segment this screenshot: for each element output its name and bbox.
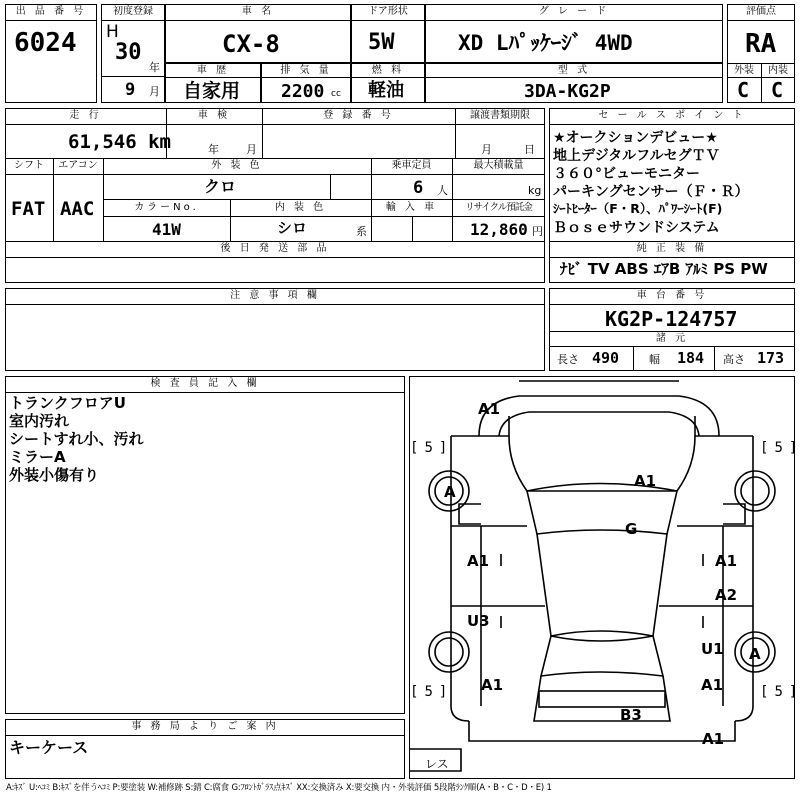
equipment-label: 純 正 装 備 <box>636 243 708 254</box>
shift: FAT <box>11 198 46 220</box>
history-label: 車 歴 <box>196 65 230 76</box>
inspection-month-unit: 月 <box>246 143 257 156</box>
max-load-label: 最大積載量 <box>473 160 524 171</box>
displacement: 2200 <box>281 81 325 102</box>
width-label: 幅 <box>649 353 660 366</box>
recycle-fee: 12,860 <box>470 220 528 239</box>
color-no-label: カラーNo. <box>134 202 199 213</box>
door-type: 5W <box>368 30 395 55</box>
int-color-unit: 系 <box>356 225 367 238</box>
model-code-label: 型 式 <box>557 65 591 76</box>
car-name: CX-8 <box>222 30 280 58</box>
model-code: 3DA-KG2P <box>524 81 611 102</box>
mark-left-rear-quarter: A1 <box>481 676 504 694</box>
width: 184 <box>677 349 705 367</box>
transfer-deadline-label: 譲渡書類期限 <box>470 110 530 121</box>
sales-point-5: ｼｰﾄﾋｰﾀｰ（F・R）、ﾊﾟﾜｰｼｰﾄ(F) <box>553 201 723 216</box>
transfer-day-unit: 日 <box>524 143 535 156</box>
mark-right-rear-quarter: A1 <box>701 676 724 694</box>
ac-label: エアコン <box>58 160 98 171</box>
ac: AAC <box>60 198 95 220</box>
recycle-unit: 円 <box>532 225 543 238</box>
reg-month: 9 <box>125 80 136 100</box>
mark-hood: A1 <box>634 472 657 490</box>
ext-color: クロ <box>204 177 237 196</box>
lot-number: 6024 <box>14 28 77 58</box>
caution-label: 注 意 事 項 欄 <box>230 290 320 301</box>
grade-label: グ レ ー ド <box>538 6 610 17</box>
later-parts-label: 後 日 発 送 部 品 <box>220 243 330 254</box>
equipment: ﾅﾋﾞ TV ABS ｴｱB ｱﾙﾐ PS PW <box>560 260 768 278</box>
mileage-label: 走 行 <box>69 110 102 121</box>
rating-label: 評価点 <box>746 6 776 17</box>
sales-point-1: ★オークションデビュー★ <box>553 130 718 146</box>
inspector-note-4: ミラーA <box>9 448 66 466</box>
rating: RA <box>745 29 777 59</box>
car-name-label: 車 名 <box>241 6 275 17</box>
capacity: 6 <box>413 178 424 198</box>
sales-point-2: 地上デジタルフルセグＴＶ <box>553 148 720 164</box>
exterior-label: 外装 <box>734 65 754 76</box>
office-label: 事 務 局 よ り ご 案 内 <box>131 721 279 732</box>
inspection-label: 車 検 <box>197 110 231 121</box>
inspector-note-5: 外装小傷有り <box>9 466 100 484</box>
mark-right-rear-wheel: A <box>749 645 761 663</box>
color-no: 41W <box>152 220 181 239</box>
reg-year: 30 <box>115 40 142 65</box>
car-diagram <box>409 376 798 779</box>
inspector-label: 検 査 員 記 入 欄 <box>150 378 260 389</box>
inspector-note-1: トランクフロアU <box>9 394 126 412</box>
grade: XD Lﾊﾟｯｹｰｼﾞ 4WD <box>458 31 633 55</box>
chassis-label: 車 台 番 号 <box>636 290 708 301</box>
mark-left-front-wheel: A <box>444 483 456 501</box>
office-note: キーケース <box>9 738 89 757</box>
reg-number-label: 登 録 番 号 <box>323 110 394 121</box>
mark-trunk: B3 <box>620 706 642 724</box>
transfer-month-unit: 月 <box>481 143 492 156</box>
fuel-label: 燃 料 <box>371 65 405 76</box>
inspector-note-2: 室内汚れ <box>9 412 70 430</box>
sales-point-6: Ｂｏｓｅサウンドシステム <box>553 220 720 236</box>
height: 173 <box>757 349 785 367</box>
interior-grade: C <box>771 78 784 102</box>
shift-label: シフト <box>14 160 44 171</box>
sales-point-4: パーキングセンサー（Ｆ・Ｒ） <box>553 184 749 200</box>
ext-color-label: 外 装 色 <box>211 160 263 171</box>
mark-right-rear-fender: U1 <box>701 640 724 658</box>
max-load-unit: kg <box>528 184 542 197</box>
reg-month-unit: 月 <box>149 85 160 98</box>
mark-windshield: G <box>625 520 638 538</box>
reg-year-unit: 年 <box>149 61 160 74</box>
length-label: 長さ <box>557 353 579 366</box>
height-label: 高さ <box>723 353 745 366</box>
exterior-grade: C <box>737 78 750 102</box>
int-color: シロ <box>277 219 308 237</box>
length: 490 <box>592 349 620 367</box>
mark-rear-bumper: A1 <box>702 730 725 748</box>
tire-count-front-left: [ 5 ] <box>410 440 448 456</box>
inspection-year-unit: 年 <box>208 143 219 156</box>
import-label: 輸 入 車 <box>385 202 438 213</box>
mark-right-front-door: A1 <box>715 552 738 570</box>
int-color-label: 内 装 色 <box>274 202 327 213</box>
mark-front-bumper: A1 <box>478 400 501 418</box>
mark-left-rear-door: U3 <box>467 612 490 630</box>
displacement-label: 排 気 量 <box>280 65 332 76</box>
tire-count-rear-right: [ 5 ] <box>760 684 798 700</box>
chassis-number: KG2P-124757 <box>605 307 738 331</box>
capacity-unit: 人 <box>437 184 448 197</box>
lot-number-label: 出 品 番 号 <box>15 6 87 17</box>
era: H <box>106 22 119 42</box>
legend: A:ｷｽﾞ U:ﾍｺﾐ B:ｷｽﾞを伴うﾍｺﾐ P:要塗装 W:補修跡 S:錆 C:腐食 G:ﾌﾛﾝﾄｶﾞﾗｽ点ｷｽﾞ XX:交換済み X:要交換 内・外装評価 5段階ﾗﾝｸ順(A・B・C・D・E) 1 <box>6 783 552 793</box>
inspector-note-3: シートすれ小、汚れ <box>9 430 144 448</box>
history: 自家用 <box>183 80 241 102</box>
mark-right-rear-door: A2 <box>715 586 738 604</box>
mileage: 61,546 km <box>68 131 171 153</box>
interior-label: 内装 <box>768 65 788 76</box>
mark-left-front-door: A1 <box>467 552 490 570</box>
fuel: 軽油 <box>368 80 404 101</box>
sales-points-label: セ ー ル ス ポ イ ン ト <box>598 110 746 121</box>
first-reg-label: 初度登録 <box>113 6 153 17</box>
recycle-label: リサイクル預託金 <box>465 202 532 213</box>
capacity-label: 乗車定員 <box>391 160 432 171</box>
tire-count-rear-left: [ 5 ] <box>410 684 448 700</box>
tire-count-front-right: [ 5 ] <box>760 440 798 456</box>
door-label: ドア形状 <box>368 6 408 17</box>
sales-point-3: ３６０°ビューモニター <box>553 166 700 182</box>
specs-label: 諸 元 <box>655 333 689 344</box>
spare-tire-note: レス <box>425 757 449 771</box>
displacement-unit: cc <box>331 89 341 99</box>
